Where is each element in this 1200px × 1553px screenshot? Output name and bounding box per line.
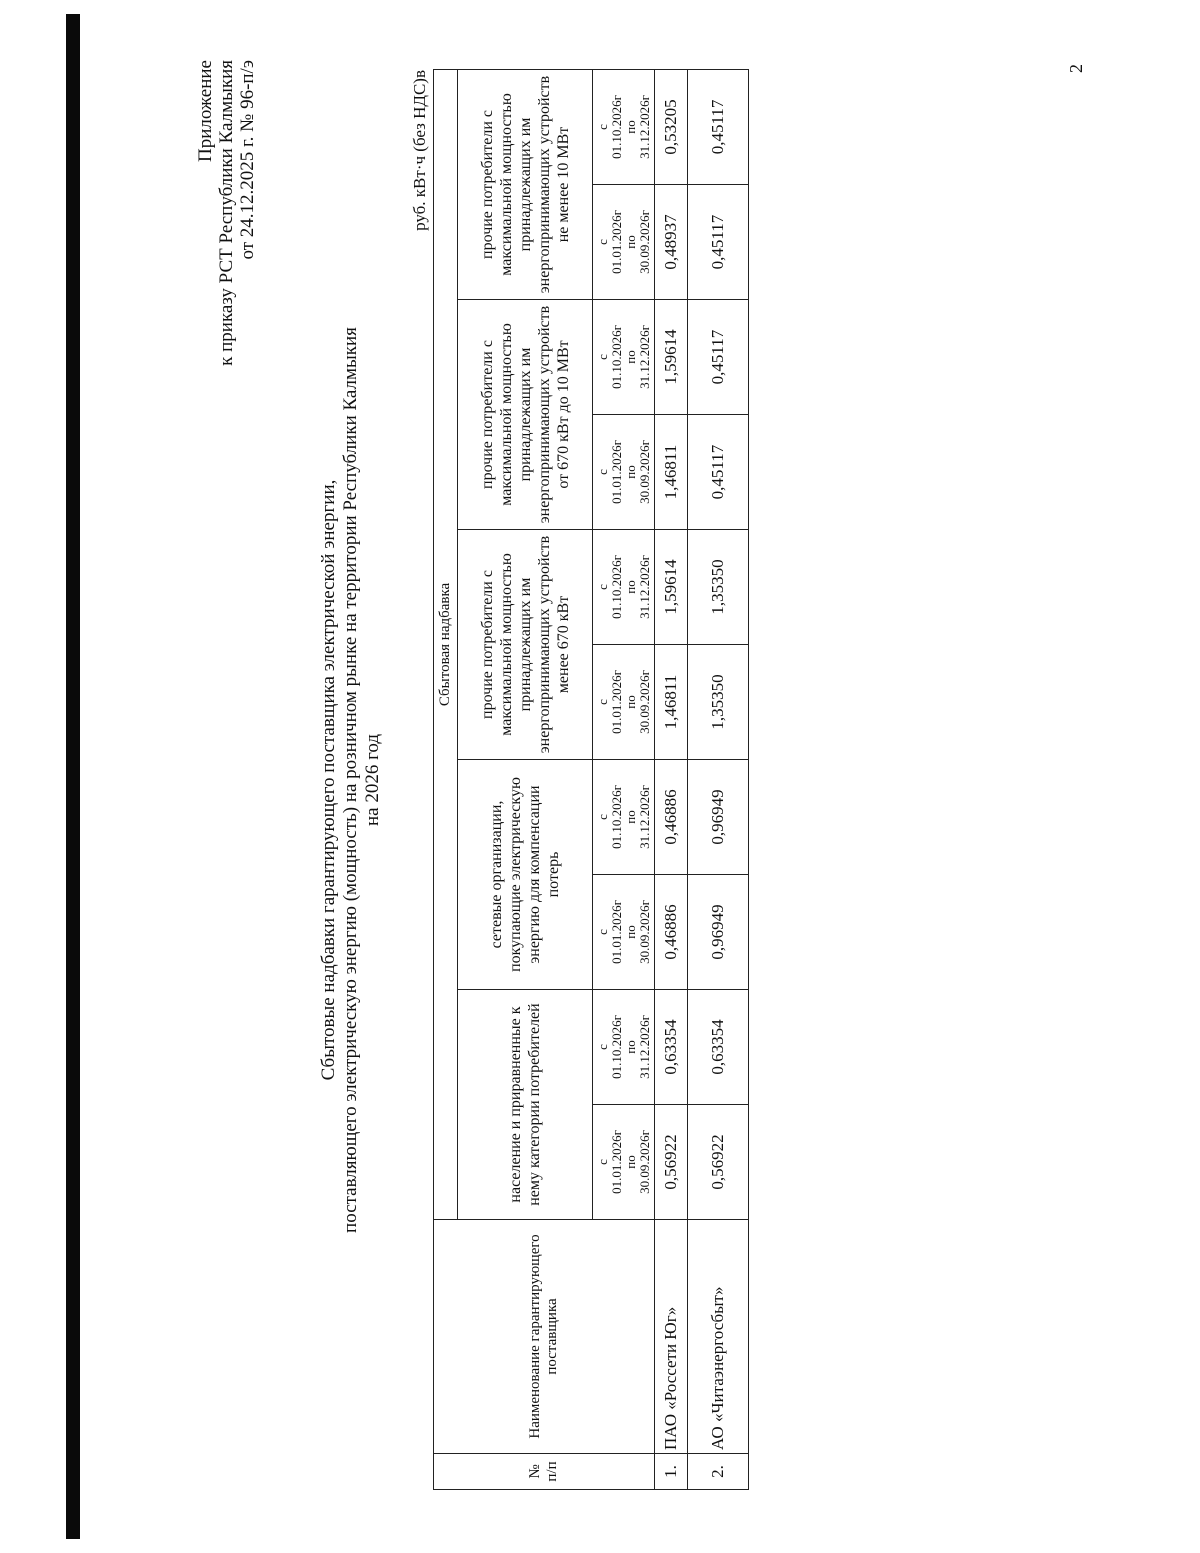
category-header: население и приравненные к нему категории потребителей — [458, 990, 593, 1220]
title-line-2: поставляющего электрическую энергию (мощность) на розничном рынке на территории Республики Калмыкия — [340, 327, 361, 1233]
appendix-line-1: Приложение — [195, 60, 216, 162]
title-line-3: на 2026 год — [362, 733, 383, 827]
row-number: 2. — [688, 1454, 749, 1490]
value-cell: 1,35350 — [688, 645, 749, 760]
value-cell: 1,46811 — [655, 645, 688, 760]
category-header: прочие потребители с максимальной мощностью принадлежащих им энергопринимающих устройств менее 670 кВт — [458, 530, 593, 760]
value-cell: 0,45117 — [688, 185, 749, 300]
value-cell: 0,46886 — [655, 760, 688, 875]
value-cell: 1,35350 — [688, 530, 749, 645]
period-header: с 01.01.2026г по 30.09.2026г — [593, 415, 655, 530]
document-sheet — [90, 30, 850, 1530]
value-cell: 0,45117 — [688, 69, 749, 184]
value-cell: 0,48937 — [655, 185, 688, 300]
period-header: с 01.01.2026г по 30.09.2026г — [593, 185, 655, 300]
appendix-line-3: от 24.12.2025 г. № 96-п/э — [237, 60, 258, 260]
period-header: с 01.10.2026г по 31.12.2026г — [593, 760, 655, 875]
value-cell: 0,45117 — [688, 415, 749, 530]
value-cell: 0,56922 — [655, 1105, 688, 1220]
tariff-table — [433, 69, 749, 1490]
value-cell: 0,96949 — [688, 760, 749, 875]
period-header: с 01.01.2026г по 30.09.2026г — [593, 645, 655, 760]
period-header: с 01.10.2026г по 31.12.2026г — [593, 990, 655, 1105]
value-cell: 0,53205 — [655, 69, 688, 184]
value-cell: 1,59614 — [655, 300, 688, 415]
period-header: с 01.10.2026г по 31.12.2026г — [593, 69, 655, 184]
period-header: с 01.01.2026г по 30.09.2026г — [593, 1105, 655, 1220]
category-header: прочие потребители с максимальной мощностью принадлежащих им энергопринимающих устройств не менее 10 МВт — [458, 69, 593, 299]
period-header: с 01.10.2026г по 31.12.2026г — [593, 530, 655, 645]
value-cell: 0,56922 — [688, 1105, 749, 1220]
value-cell: 1,46811 — [655, 415, 688, 530]
table-row — [688, 69, 749, 1489]
page-number: 2 — [1066, 64, 1086, 73]
appendix-line-2: к приказу РСТ Республики Калмыкия — [216, 60, 237, 366]
value-cell: 0,46886 — [655, 875, 688, 990]
document-title — [318, 30, 384, 1530]
col-name-header: Наименование гарантирующего поставщика — [434, 1220, 655, 1454]
table-row — [655, 69, 688, 1489]
category-header: прочие потребители с максимальной мощностью принадлежащих им энергопринимающих устройств от 670 кВт до 10 МВт — [458, 300, 593, 530]
value-cell: 0,63354 — [655, 990, 688, 1105]
col-number-header: № п/п — [434, 1454, 655, 1490]
period-header: с 01.10.2026г по 31.12.2026г — [593, 300, 655, 415]
value-cell: 0,45117 — [688, 300, 749, 415]
row-number: 1. — [655, 1454, 688, 1490]
title-line-1: Сбытовые надбавки гарантирующего поставщика электрической энергии, — [318, 479, 339, 1081]
supplier-name: ПАО «Россети Юг» — [655, 1220, 688, 1454]
period-header: с 01.01.2026г по 30.09.2026г — [593, 875, 655, 990]
value-cell: 0,96949 — [688, 875, 749, 990]
value-cell: 1,59614 — [655, 530, 688, 645]
scan-edge-bar — [66, 14, 80, 1539]
value-cell: 0,63354 — [688, 990, 749, 1105]
group-header: Сбытовая надбавка — [434, 69, 458, 1219]
supplier-name: АО «Читаэнергосбыт» — [688, 1220, 749, 1454]
appendix-block — [195, 60, 258, 366]
units-label: руб. кВт·ч (без НДС)в — [410, 70, 429, 231]
category-header: сетевые организации, покупающие электрическую энергию для компенсации потерь — [458, 760, 593, 990]
